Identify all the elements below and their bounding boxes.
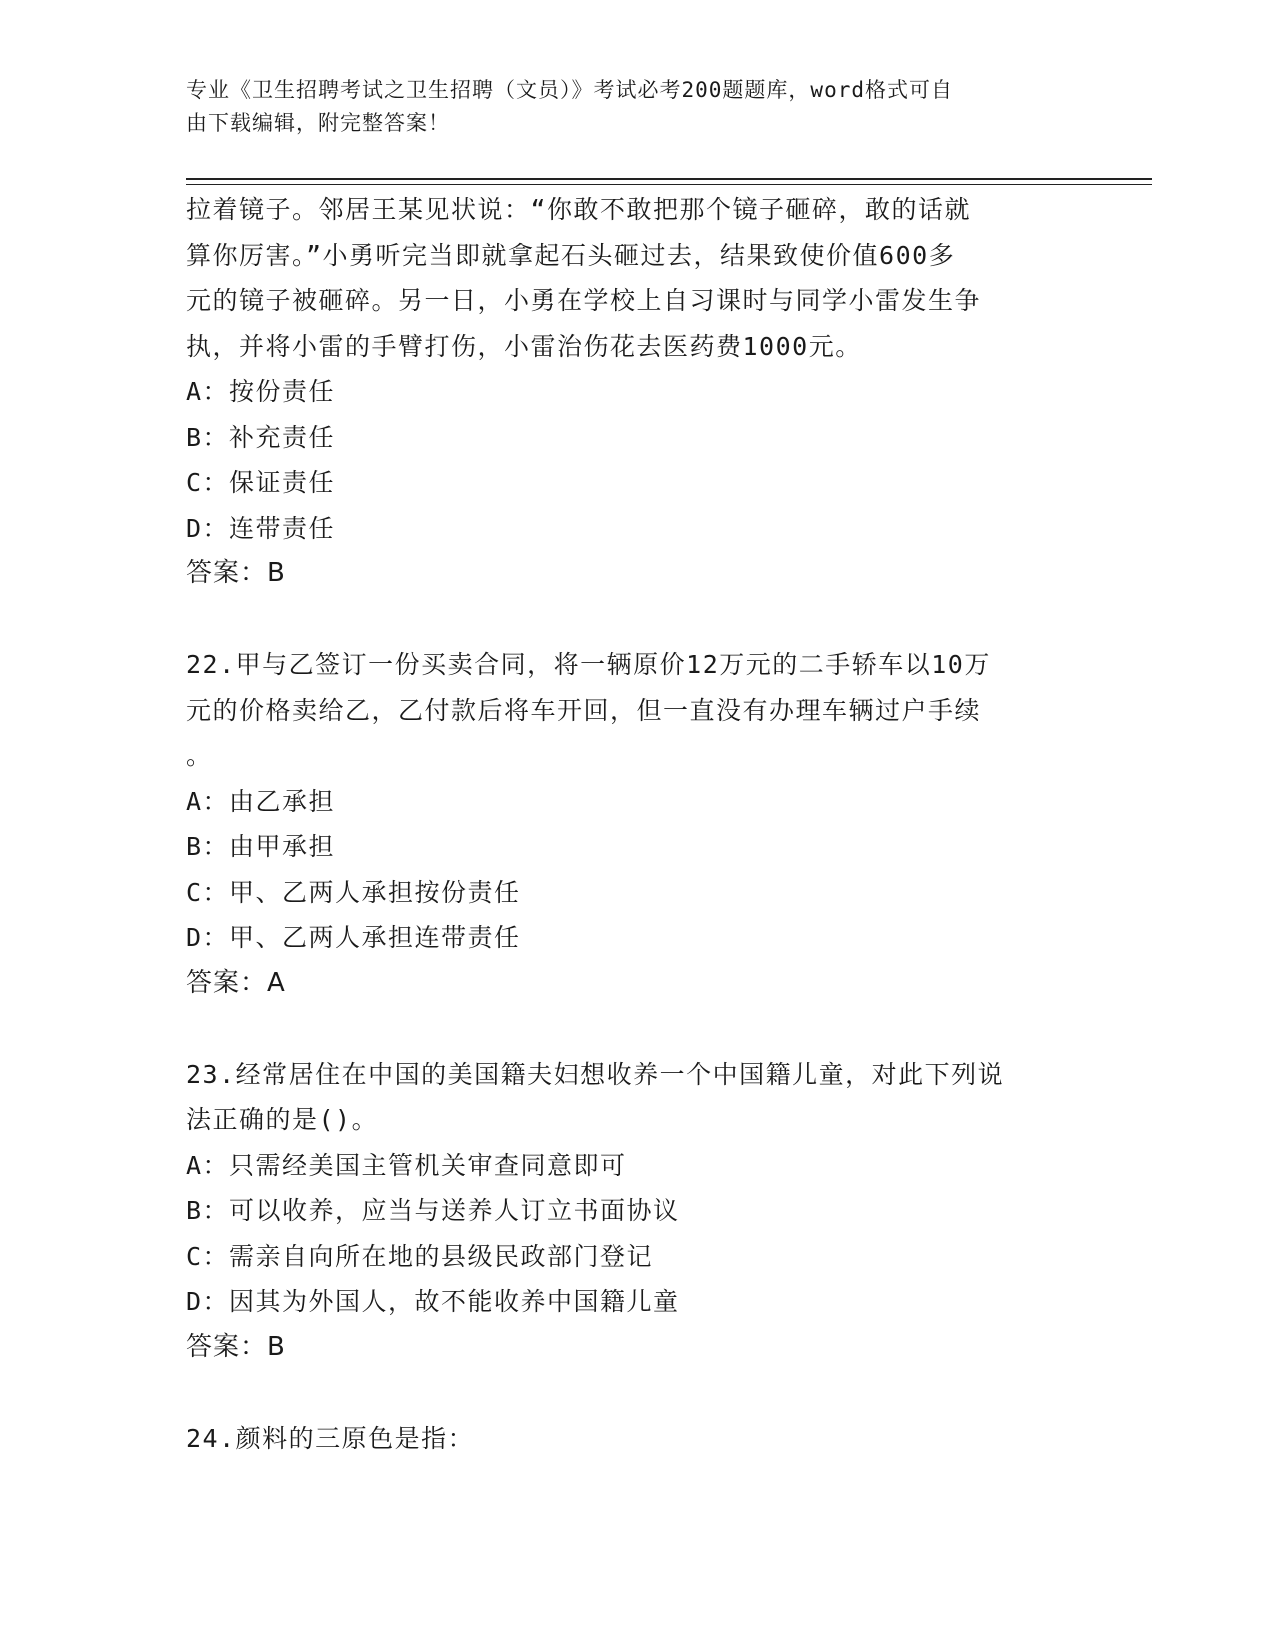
question-text: 算你厉害。”小勇听完当即就拿起石头砸过去，结果致使价值600多 (186, 240, 956, 270)
option-d: D：因其为外国人，故不能收养中国籍儿童 (186, 1287, 680, 1316)
question-21 (186, 187, 1086, 597)
header-line: 专业《卫生招聘考试之卫生招聘（文员）》考试必考200题题库，word格式可自 (186, 78, 953, 102)
spacer (186, 597, 1086, 643)
option-b: B：可以收养，应当与送养人订立书面协议 (186, 1196, 680, 1225)
spacer (186, 1006, 1086, 1052)
answer: 答案：B (186, 1331, 286, 1362)
document-header (186, 74, 1066, 140)
header-line: 由下载编辑，附完整答案！ (186, 111, 450, 135)
question-text: 元的镜子被砸碎。另一日，小勇在学校上自习课时与同学小雷发生争 (186, 286, 982, 315)
question-text: 23.经常居住在中国的美国籍夫妇想收养一个中国籍儿童，对此下列说 (186, 1059, 1005, 1089)
option-d: D：甲、乙两人承担连带责任 (186, 923, 521, 952)
spacer (186, 1370, 1086, 1416)
question-text: 。 (186, 741, 213, 770)
option-a: A：只需经美国主管机关审查同意即可 (186, 1150, 627, 1180)
answer: 答案：A (186, 967, 286, 998)
question-22 (186, 642, 1086, 1006)
answer: 答案：B (186, 558, 286, 588)
option-c: C：需亲自向所在地的县级民政部门登记 (186, 1241, 654, 1271)
question-text: 元的价格卖给乙，乙付款后将车开回，但一直没有办理车辆过户手续 (186, 695, 982, 725)
document-body (186, 187, 1086, 1461)
option-a: A：由乙承担 (186, 786, 336, 816)
header-divider (186, 178, 1152, 180)
question-23 (186, 1052, 1086, 1371)
question-24 (186, 1416, 1086, 1462)
option-c: C：甲、乙两人承担按份责任 (186, 877, 521, 907)
question-text: 22.甲与乙签订一份买卖合同，将一辆原价12万元的二手轿车以10万 (186, 650, 991, 679)
question-text: 24.颜料的三原色是指： (186, 1423, 475, 1453)
option-c: C：保证责任 (186, 468, 336, 497)
option-b: B：由甲承担 (186, 832, 336, 861)
question-text: 拉着镜子。邻居王某见状说：“你敢不敢把那个镜子砸碎，敢的话就 (186, 195, 972, 224)
header-divider-thin (186, 184, 1152, 185)
option-a: A：按份责任 (186, 377, 336, 406)
option-b: B：补充责任 (186, 422, 336, 452)
option-d: D：连带责任 (186, 513, 336, 543)
question-text: 法正确的是()。 (186, 1105, 379, 1134)
question-text: 执，并将小雷的手臂打伤，小雷治伤花去医药费1000元。 (186, 331, 862, 361)
